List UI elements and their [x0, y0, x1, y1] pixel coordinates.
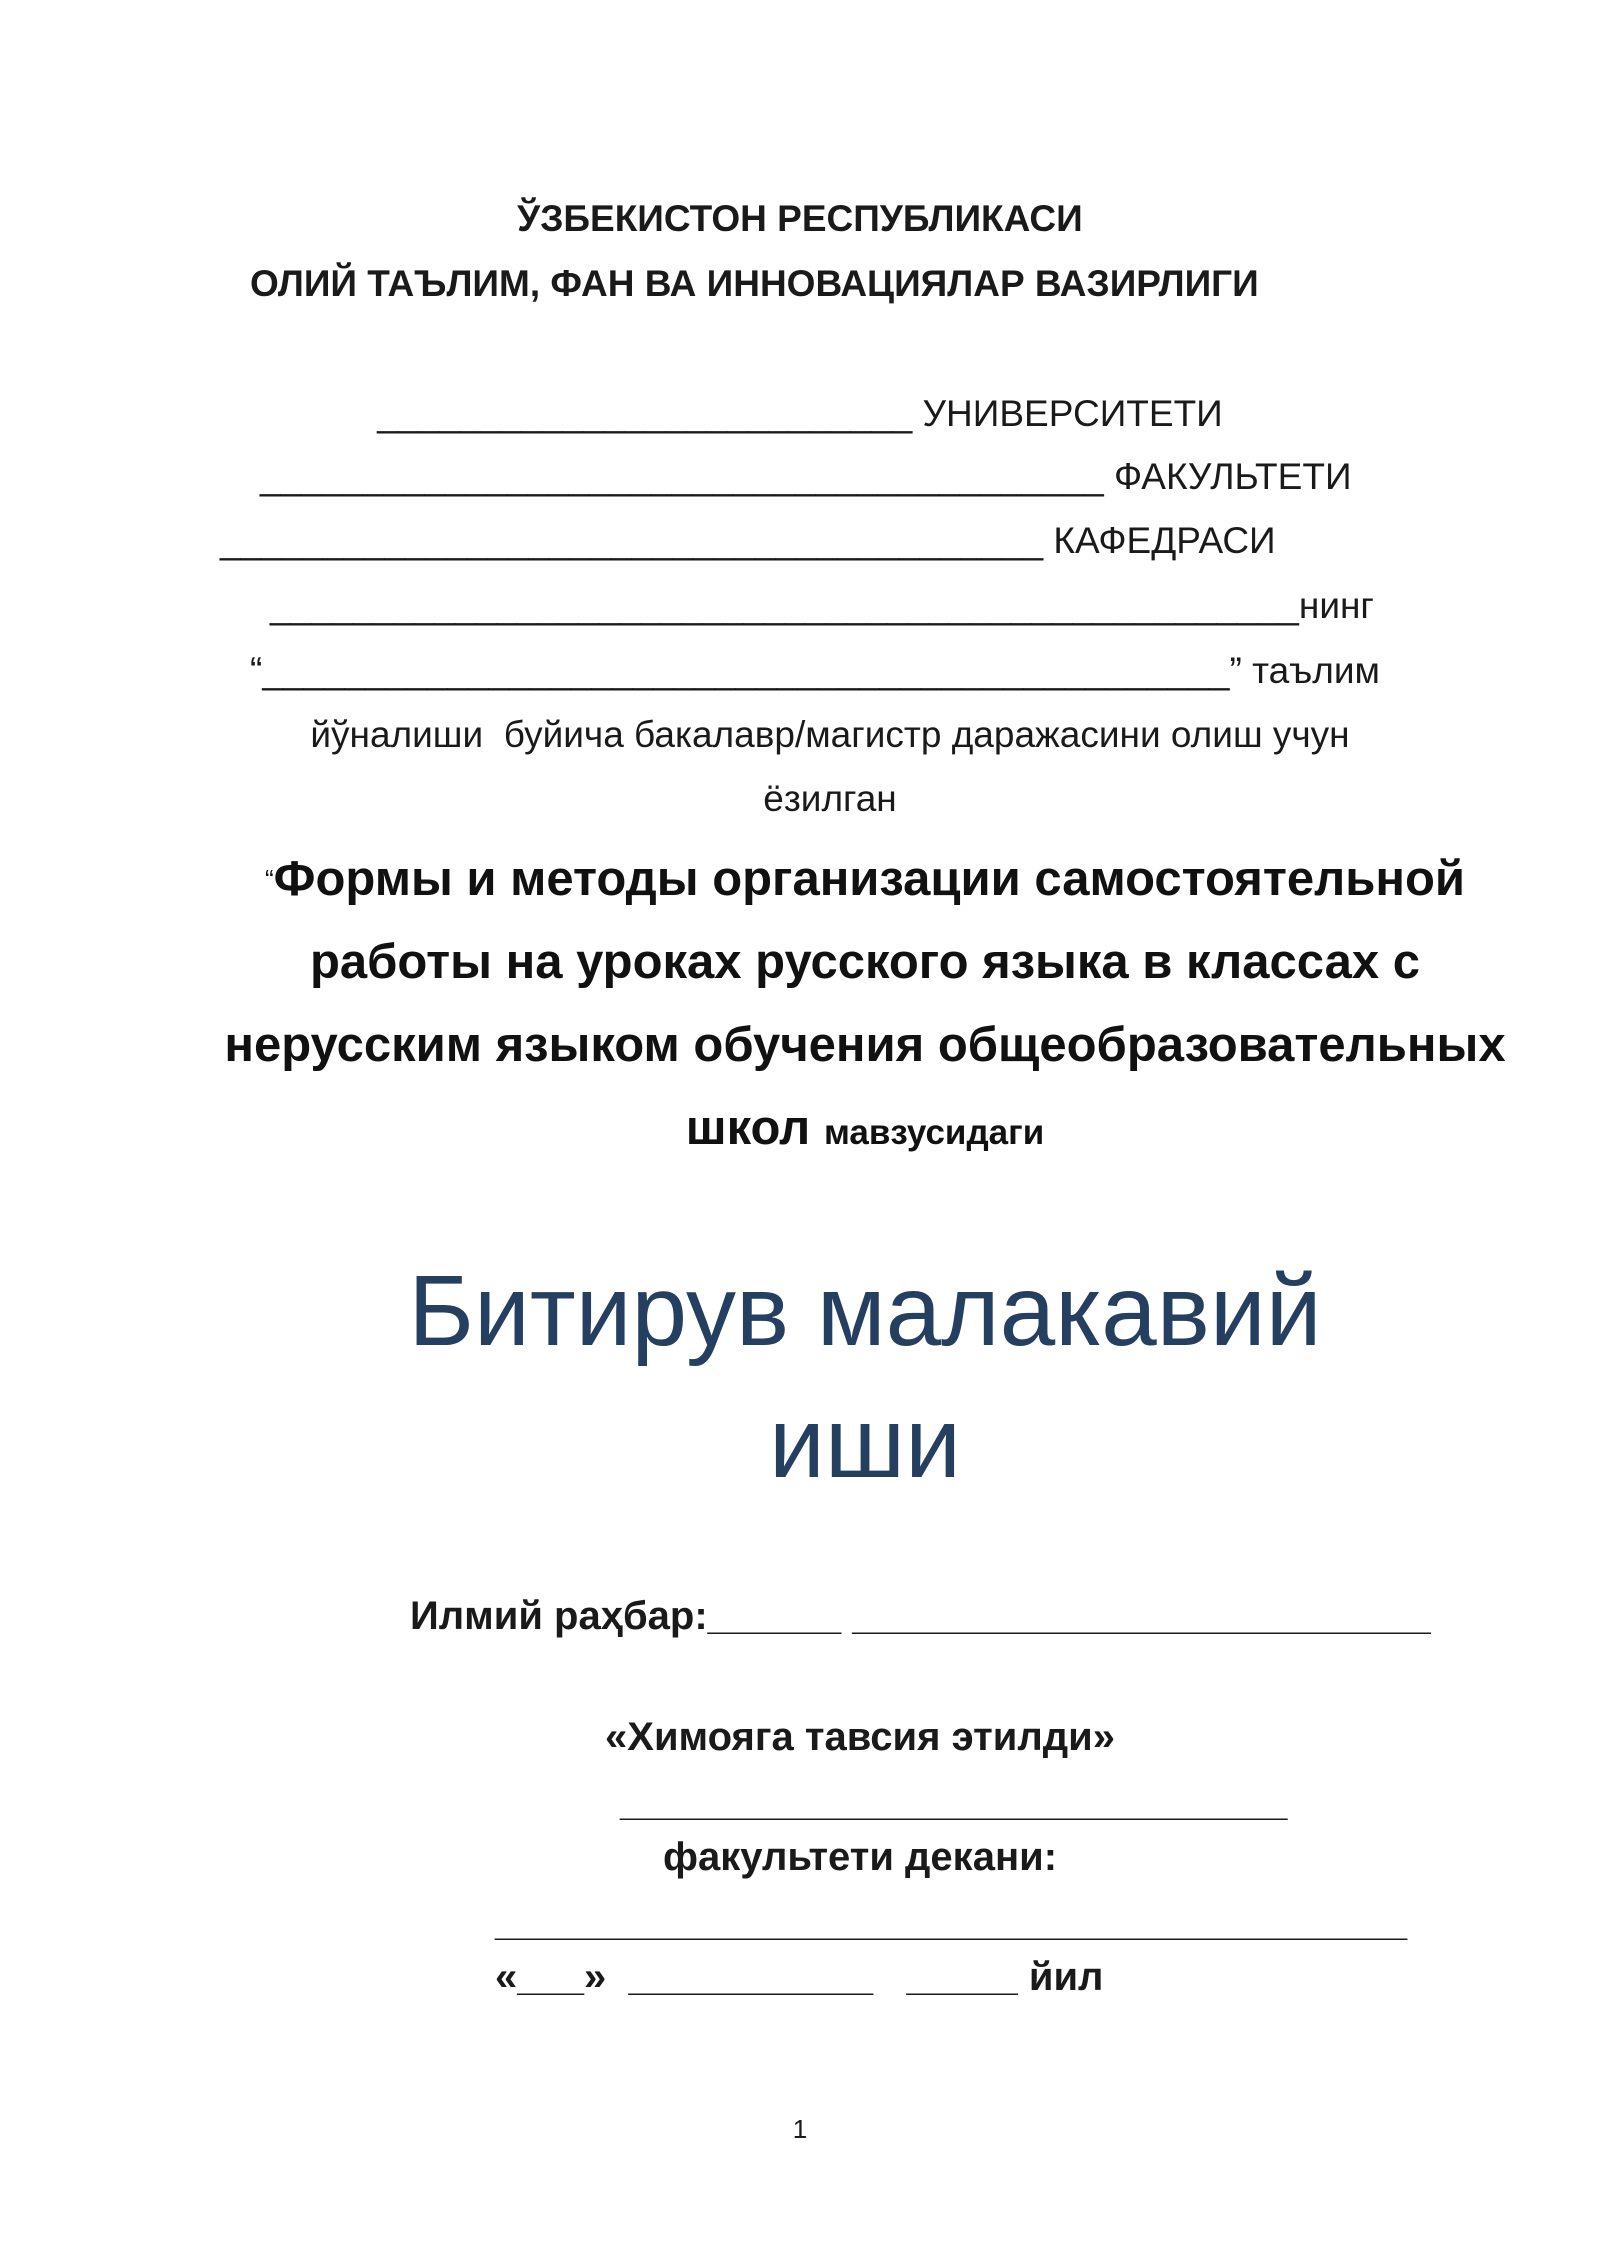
degree-line: йўналиши буйича бакалавр/магистр даражасини олиш учун — [310, 714, 1350, 755]
ning-line: __________________________________________________нинг — [270, 585, 1374, 626]
recommended-line: «Химояга тавсия этилди» — [605, 1715, 1115, 1759]
country-heading: ЎЗБЕКИСТОН РЕСПУБЛИКАСИ — [517, 198, 1083, 239]
thesis-topic — [200, 838, 1530, 1174]
direction-line: “_______________________________________________” таълим — [250, 650, 1380, 691]
university-line: __________________________ УНИВЕРСИТЕТИ — [377, 393, 1223, 434]
work-title — [200, 1245, 1530, 1509]
signature-blank-2: _________________________________________ — [495, 1900, 1408, 1944]
topic-title: Формы и методы организации самостоятельной работы на уроках русского языка в классах с нерусским языком обучения общеобразовательных школ — [224, 852, 1506, 1155]
supervisor-line: Илмий раҳбар:______ __________________________ — [410, 1594, 1431, 1638]
ministry-heading: ОЛИЙ ТАЪЛИМ, ФАН ВА ИННОВАЦИЯЛАР ВАЗИРЛИГИ — [250, 263, 1259, 304]
written-line: ёзилган — [763, 778, 897, 819]
date-line: «___» ___________ _____ йил — [495, 1955, 1104, 1999]
topic-suffix: мавзусидаги — [823, 1113, 1045, 1152]
dean-line: факультети декани: — [662, 1835, 1058, 1879]
work-title-line-1: Битирув малакавий — [408, 1255, 1322, 1367]
department-line: ________________________________________ КАФЕДРАСИ — [220, 520, 1276, 561]
signature-blank-1: ______________________________ — [620, 1780, 1288, 1824]
work-title-line-2: иши — [769, 1387, 961, 1499]
page-number: 1 — [792, 2114, 808, 2144]
faculty-line: _________________________________________ ФАКУЛЬТЕТИ — [260, 456, 1352, 497]
topic-open-quote: “ — [264, 864, 274, 894]
